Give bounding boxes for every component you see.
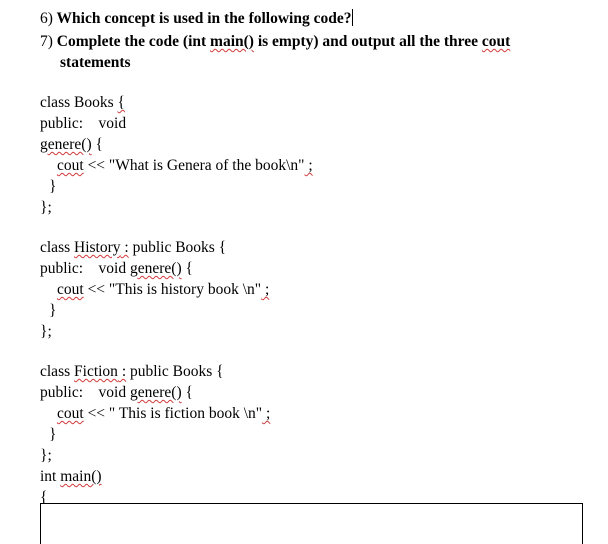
books-class-line	[40, 93, 125, 113]
main-open-brace: {	[40, 489, 48, 506]
history-class-line	[40, 238, 226, 258]
fiction-close-brace: }	[49, 426, 57, 443]
code-text: public: void	[40, 384, 130, 401]
question-7-text-part2: is empty) and output all the three	[253, 33, 482, 50]
code-text: genere()	[129, 384, 182, 401]
books-public-line: public: void	[40, 115, 127, 132]
code-text: class Books	[40, 94, 118, 111]
code-text: public Books {	[128, 239, 227, 256]
main-function-line	[40, 467, 102, 487]
question-7-text-part1: Complete the code (int	[52, 33, 211, 50]
code-text: genere()	[40, 136, 92, 153]
code-text: {	[117, 94, 125, 111]
answer-box[interactable]	[40, 503, 583, 544]
history-public-line	[40, 259, 193, 279]
code-text: << "This is history book \n"	[83, 281, 262, 298]
code-text: ;	[261, 281, 270, 298]
code-text: :	[120, 239, 129, 256]
code-text: public: void	[40, 260, 130, 277]
question-7-number: 7)	[40, 33, 53, 50]
code-text: Fiction	[74, 363, 118, 380]
code-text: {	[181, 384, 193, 401]
fiction-public-line	[40, 383, 193, 403]
code-text: public Books {	[126, 363, 224, 380]
code-text: main()	[60, 468, 102, 485]
history-close-brace: }	[49, 302, 57, 319]
question-7-main-word: main()	[210, 33, 254, 50]
books-cout-line	[57, 156, 313, 176]
question-7-line2: statements	[60, 54, 131, 71]
code-text: {	[181, 260, 193, 277]
question-7-cout-word: cout	[481, 33, 511, 50]
books-close-brace: }	[49, 178, 57, 195]
history-class-end: };	[40, 323, 52, 340]
question-6	[40, 9, 353, 29]
code-text: cout	[57, 157, 84, 174]
code-text: int	[40, 468, 61, 485]
code-text: :	[117, 363, 127, 380]
question-7	[40, 32, 510, 52]
question-6-text: Which concept is used in the following code?	[52, 10, 352, 27]
code-text: << "What is Genera of the book\n"	[83, 157, 305, 174]
text-cursor[interactable]	[352, 9, 353, 26]
fiction-class-line	[40, 362, 224, 382]
fiction-class-end: };	[40, 447, 52, 464]
code-text: {	[91, 136, 103, 153]
books-genere-line	[40, 135, 103, 155]
code-text: ;	[262, 405, 271, 422]
question-6-number: 6)	[40, 10, 53, 27]
code-text: cout	[57, 281, 84, 298]
code-text: class	[40, 239, 75, 256]
books-class-end: };	[40, 199, 52, 216]
code-text: << " This is fiction book \n"	[83, 405, 263, 422]
code-text: History	[74, 239, 121, 256]
code-text: genere()	[129, 260, 182, 277]
code-text: class	[40, 363, 75, 380]
history-cout-line	[57, 280, 269, 300]
code-text: cout	[57, 405, 84, 422]
code-text: ;	[304, 157, 313, 174]
fiction-cout-line	[57, 404, 270, 424]
